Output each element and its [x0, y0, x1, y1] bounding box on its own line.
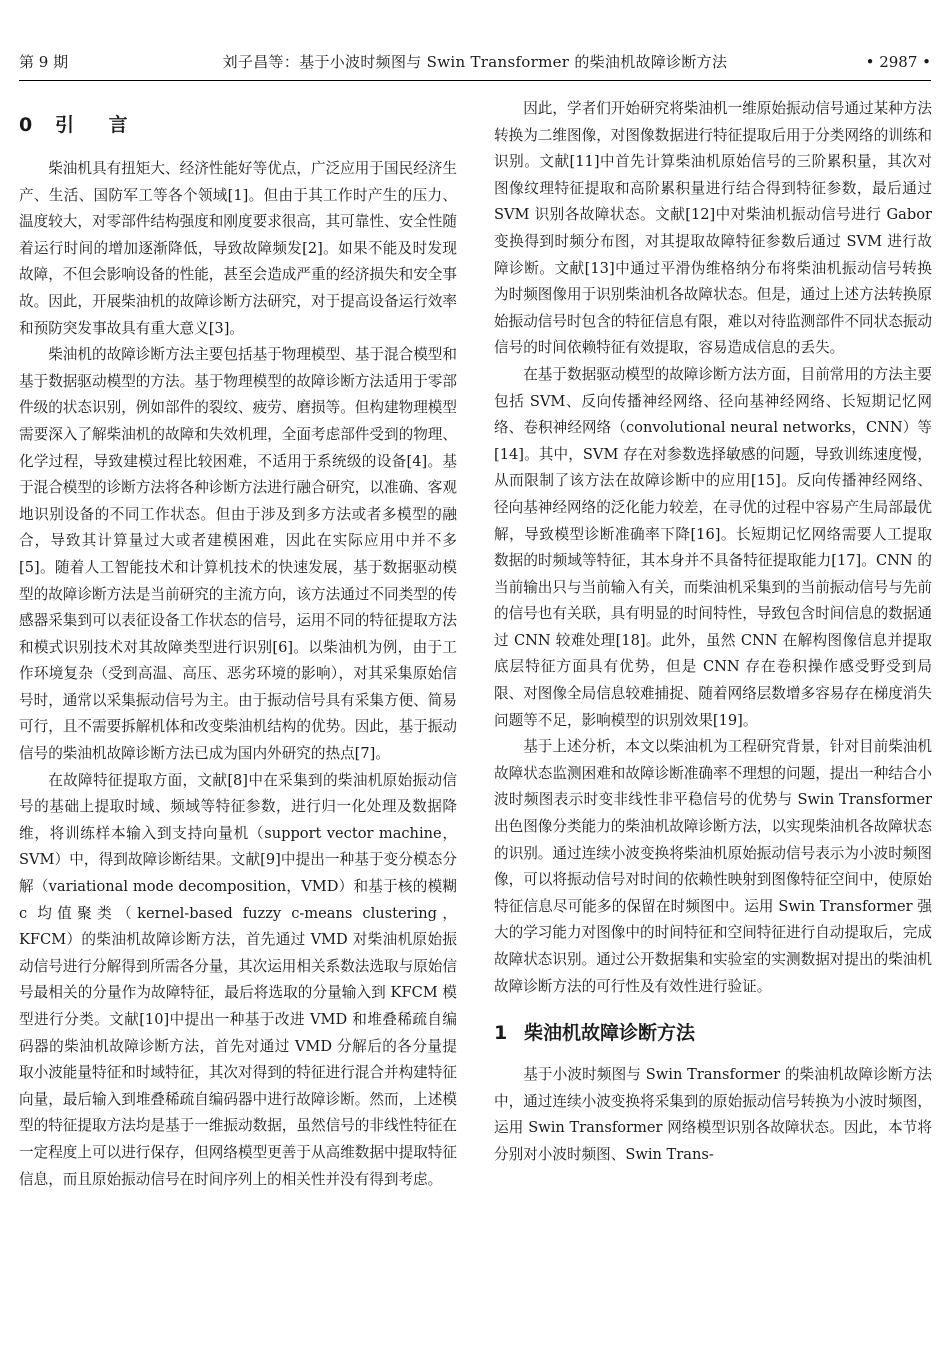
paragraph: 柴油机具有扭矩大、经济性能好等优点，广泛应用于国民经济生产、生活、国防军工等各个领域[1]。但由于其工作时产生的压力、温度较大，对零部件结构强度和刚度要求很高，其可靠性、安全性随着运行时间的增加逐渐降低，导致故障频发[2]。如果不能及时发现故障，不但会影响设备的性能，甚至会造成严重的经济损失和安全事故。因此，开展柴油机的故障诊断方法研究，对于提高设备运行效率和预防突发事故具有重大意义[3]。 — [19, 160, 457, 337]
section-heading-method — [494, 1018, 932, 1048]
paragraph: 基于小波时频图与 Swin Transformer 的柴油机故障诊断方法中，通过连续小波变换将采集到的原始振动信号转换为小波时频图，运用 Swin Transformer 网络模型识别各故障状态。因此，本节将分别对小波时频图、Swin Trans- — [494, 1066, 932, 1163]
section-title: 引 言 — [55, 114, 142, 136]
section-number: 1 — [494, 1022, 508, 1045]
section-heading-introduction — [19, 110, 457, 140]
section-number: 0 — [19, 114, 33, 136]
paragraph: 在基于数据驱动模型的故障诊断方法方面，目前常用的方法主要包括 SVM、反向传播神经网络、径向基神经网络、长短期记忆网络、卷积神经网络（convolutional neural networks，CNN）等[14]。其中，SVM 存在对参数选择敏感的问题，导致训练速度慢，从而限制了该方法在故障诊断中的应用[15]。反向传播神经网络、径向基神经网络的泛化能力较差，在寻优的过程中容易产生局部最优解，导致模型诊断准确率下降[16]。长短期记忆网络需要人工提取数据的时频域等特征，其本身并不具备特征提取能力[17]。CNN 的当前输出只与当前输入有关，而柴油机采集到的当前振动信号与先前的信号也有关联，具有明显的时间特性，导致包含时间信息的数据通过 CNN 较难处理[18]。此外，虽然 CNN 在解构图像信息并提取底层特征方面具有优势，但是 CNN 存在卷积操作感受野受到局限、对图像全局信息较难捕捉、随着网络层数增多容易存在梯度消失问题等不足，影响模型的识别效果[19]。 — [494, 365, 932, 729]
paragraph: 在故障特征提取方面，文献[8]中在采集到的柴油机原始振动信号的基础上提取时域、频域等特征参数，进行归一化处理及数据降维，将训练样本输入到支持向量机（support vector machine，SVM）中，得到故障诊断结果。文献[9]中提出一种基于变分模态分解（variational mode decomposition，VMD）和基于核的模糊 c 均值聚类（kernel-based fuzzy c-means clustering，KFCM）的柴油机故障诊断方法，首先通过 VMD 对柴油机原始振动信号进行分解得到所需各分量，其次运用相关系数法选取与原始信号最相关的分量作为故障特征，最后将选取的分量输入到 KFCM 模型进行分类。文献[10]中提出一种基于改进 VMD 和堆叠稀疏自编码器的柴油机故障诊断方法，首先对通过 VMD 分解后的各分量提取小波能量特征和时域特征，其次对得到的特征进行混合并构建特征向量，最后输入到堆叠稀疏自编码器中进行故障诊断。然而，上述模型的特征提取方法均是基于一维振动数据，虽然信号的非线性特征在一定程度上可以进行保存，但网络模型更善于从高维数据中提取特征信息，而且原始振动信号在时间序列上的相关性并没有得到考虑。 — [19, 771, 457, 1188]
left-column — [19, 96, 457, 1193]
paragraph: 柴油机的故障诊断方法主要包括基于物理模型、基于混合模型和基于数据驱动模型的方法。基于物理模型的故障诊断方法适用于零部件级的状态识别，例如部件的裂纹、疲劳、磨损等。但构建物理模型需要深入了解柴油机的故障和失效机理，全面考虑部件受到的物理、化学过程，导致建模过程比较困难，不适用于系统级的设备[4]。基于混合模型的诊断方法将各种诊断方法进行融合研究，以准确、客观地识别设备的不同工作状态。但由于涉及到多方法或者多模型的融合，导致其计算量过大或者建模困难，因此在实际应用中并不多[5]。随着人工智能技术和计算机技术的快速发展，基于数据驱动模型的故障诊断方法是当前研究的主流方向，该方法通过不同类型的传感器采集到可以表征设备工作状态的信号，运用不同的特征提取方法和模式识别技术对其故障类型进行识别[6]。以柴油机为例，由于工作环境复杂（受到高温、高压、恶劣环境的影响），对其采集原始信号时，通常以采集振动信号为主。由于振动信号具有采集方便、简易可行，且不需要拆解机体和改变柴油机结构的优势。因此，基于振动信号的柴油机故障诊断方法已成为国内外研究的热点[7]。 — [19, 346, 457, 763]
right-column — [494, 96, 932, 1169]
page-header — [19, 50, 931, 80]
page-number: • 2987 • — [865, 53, 931, 71]
paragraph: 基于上述分析，本文以柴油机为工程研究背景，针对目前柴油机故障状态监测困难和故障诊断准确率不理想的问题，提出一种结合小波时频图表示时变非线性非平稳信号的优势与 Swin Transformer 出色图像分类能力的柴油机故障诊断方法，以实现柴油机各故障状态的识别。通过连续小波变换将柴油机原始振动信号表示为小波时频图像，可以将振动信号对时间的依赖性映射到图像特征空间中，使原始特征信息尽可能多的保留在时频图中。运用 Swin Transformer 强大的学习能力对图像中的时间特征和空间特征进行自动提取后，完成故障状态识别。通过公开数据集和实验室的实测数据对提出的柴油机故障诊断方法的可行性及有效性进行验证。 — [494, 738, 932, 995]
running-title: 刘子昌等：基于小波时频图与 Swin Transformer 的柴油机故障诊断方法 — [222, 53, 728, 71]
paragraph: 因此，学者们开始研究将柴油机一维原始振动信号通过某种方法转换为二维图像，对图像数据进行特征提取后用于分类网络的训练和识别。文献[11]中首先计算柴油机原始信号的三阶累积量，其次对图像纹理特征提取和高阶累积量进行结合得到特征参数，最后通过 SVM 识别各故障状态。文献[12]中对柴油机振动信号进行 Gabor 变换得到时频分布图，对其提取故障特征参数后通过 SVM 进行故障诊断。文献[13]中通过平滑伪维格纳分布将柴油机振动信号转换为时频图像用于识别柴油机各故障状态。但是，通过上述方法转换原始振动信号时包含的特征信息有限，难以对待监测部件不同状态振动信号的时间依赖特征有效提取，容易造成信息的丢失。 — [494, 100, 932, 357]
section-title: 柴油机故障诊断方法 — [524, 1022, 696, 1045]
issue-label: 第 9 期 — [19, 53, 69, 71]
header-rule — [19, 80, 931, 81]
